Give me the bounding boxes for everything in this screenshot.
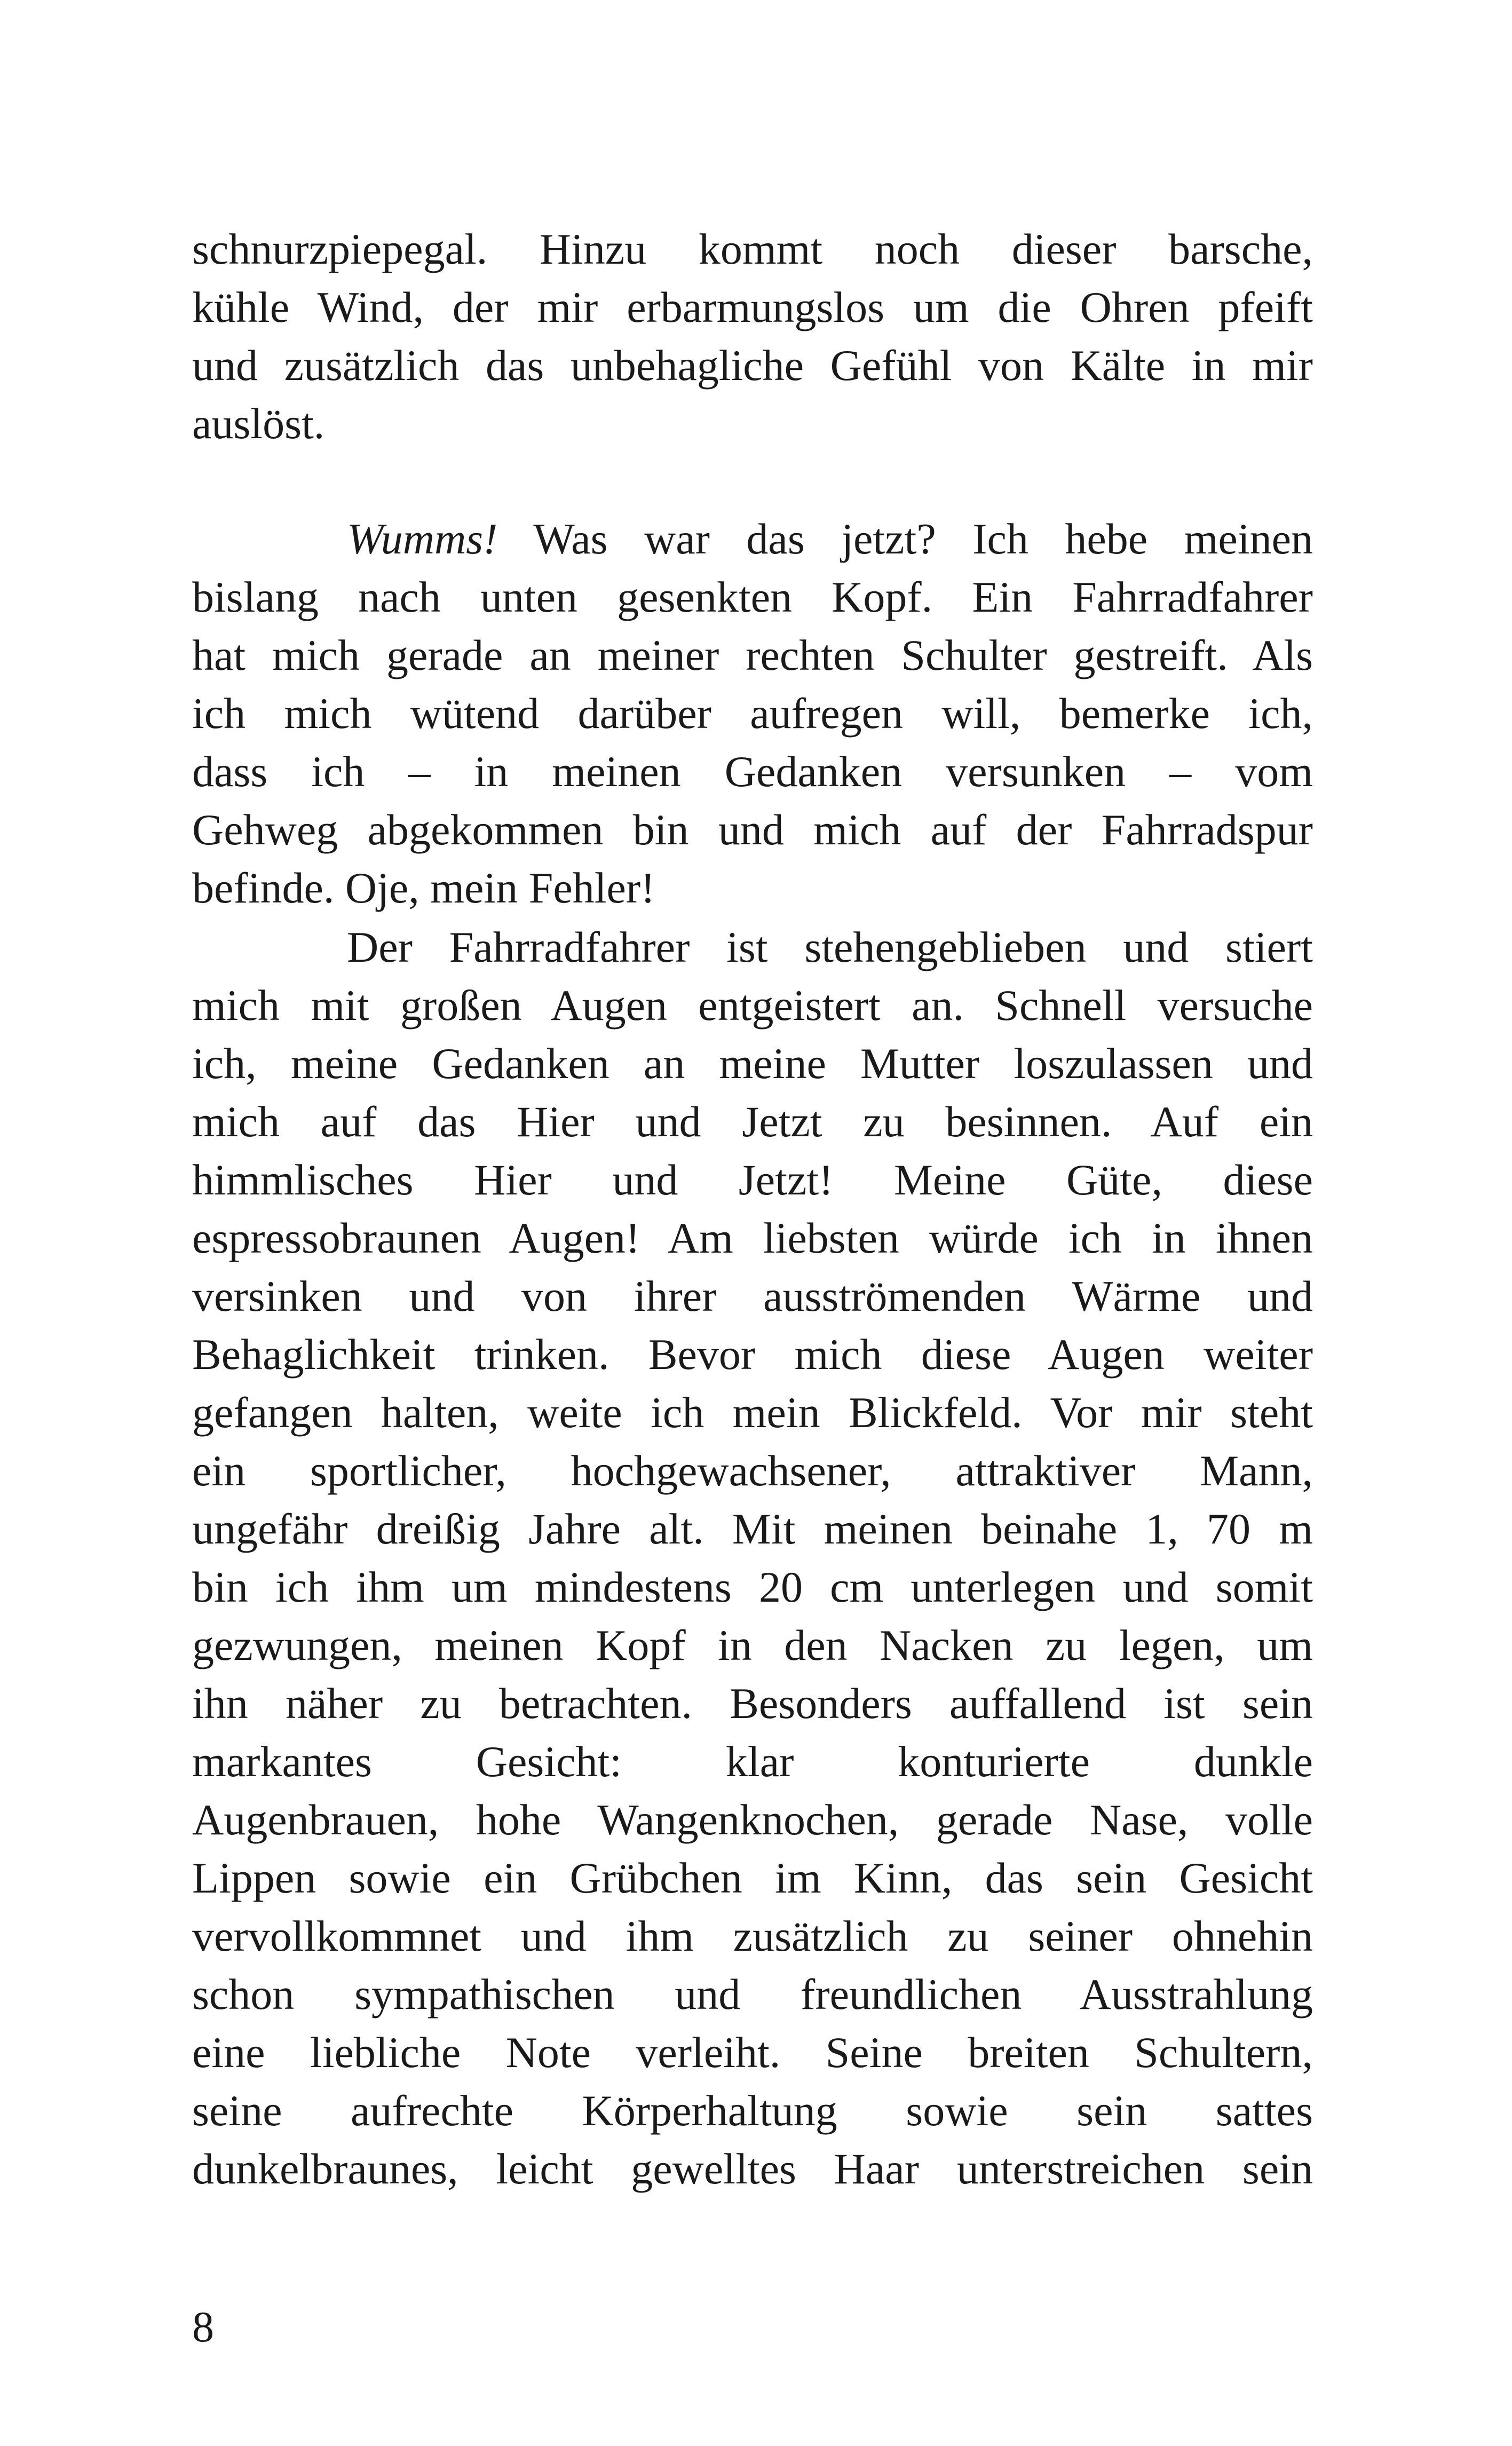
text-line: markantes Gesicht: klar konturierte dunkle xyxy=(192,1737,1313,1786)
text-line: ich, meine Gedanken an meine Mutter loszulassen und xyxy=(192,1039,1313,1088)
text-line: kühle Wind, der mir erbarmungslos um die Ohren pfeift xyxy=(192,283,1313,331)
text-line xyxy=(192,510,1313,568)
text-line: dunkelbraunes, leicht gewelltes Haar unterstreichen sein xyxy=(192,2144,1313,2193)
text-line: ich mich wütend darüber aufregen will, bemerke ich, xyxy=(192,689,1313,738)
text-line: und zusätzlich das unbehagliche Gefühl von Kälte in mir xyxy=(192,341,1313,390)
text-line: ungefähr dreißig Jahre alt. Mit meinen beinahe 1, 70 m xyxy=(192,1505,1313,1553)
text-line: ein sportlicher, hochgewachsener, attraktiver Mann, xyxy=(192,1446,1313,1495)
text-line: Der Fahrradfahrer ist stehengeblieben und stiert xyxy=(347,923,1313,971)
text-line: dass ich – in meinen Gedanken versunken – vom xyxy=(192,747,1313,796)
text-line: schnurzpiepegal. Hinzu kommt noch dieser barsche, xyxy=(192,225,1313,273)
text-line: auslöst. xyxy=(192,399,325,448)
text-line: versinken und von ihrer ausströmenden Wärme und xyxy=(192,1272,1313,1320)
text-line: befinde. Oje, mein Fehler! xyxy=(192,864,655,912)
text-line: seine aufrechte Körperhaltung sowie sein sattes xyxy=(192,2086,1313,2135)
page-number: 8 xyxy=(192,2302,214,2351)
text-line: espressobraunen Augen! Am liebsten würde ich in ihnen xyxy=(192,1214,1313,1262)
text-line: Gehweg abgekommen bin und mich auf der Fahrradspur xyxy=(192,805,1313,854)
text-line: gefangen halten, weite ich mein Blickfeld. Vor mir steht xyxy=(192,1388,1313,1437)
text-line: himmlisches Hier und Jetzt! Meine Güte, diese xyxy=(192,1155,1313,1204)
text-line: gezwungen, meinen Kopf in den Nacken zu legen, um xyxy=(192,1621,1313,1669)
text-line: Augenbrauen, hohe Wangenknochen, gerade Nase, volle xyxy=(192,1795,1313,1844)
text-line: Lippen sowie ein Grübchen im Kinn, das sein Gesicht xyxy=(192,1854,1313,1902)
text-line: hat mich gerade an meiner rechten Schulter gestreift. Als xyxy=(192,631,1313,679)
text-line: mich auf das Hier und Jetzt zu besinnen. Auf ein xyxy=(192,1097,1313,1146)
text-line: eine liebliche Note verleiht. Seine breiten Schultern, xyxy=(192,2028,1313,2077)
italic-exclamation: Wumms! xyxy=(347,514,498,563)
text-line-rest: Was war das jetzt? Ich hebe meinen xyxy=(497,514,1313,563)
text-line: ihn näher zu betrachten. Besonders auffallend ist sein xyxy=(192,1679,1313,1728)
text-line: schon sympathischen und freundlichen Ausstrahlung xyxy=(192,1970,1313,2018)
text-line: vervollkommnet und ihm zusätzlich zu seiner ohnehin xyxy=(192,1912,1313,1960)
paragraph-1 xyxy=(192,220,1313,453)
text-line: Behaglichkeit trinken. Bevor mich diese Augen weiter xyxy=(192,1330,1313,1379)
paragraph-2 xyxy=(192,510,1313,917)
paragraph-3 xyxy=(192,918,1313,2198)
text-line: bin ich ihm um mindestens 20 cm unterlegen und somit xyxy=(192,1563,1313,1611)
text-line: mich mit großen Augen entgeistert an. Schnell versuche xyxy=(192,981,1313,1030)
text-line: bislang nach unten gesenkten Kopf. Ein Fahrradfahrer xyxy=(192,573,1313,621)
